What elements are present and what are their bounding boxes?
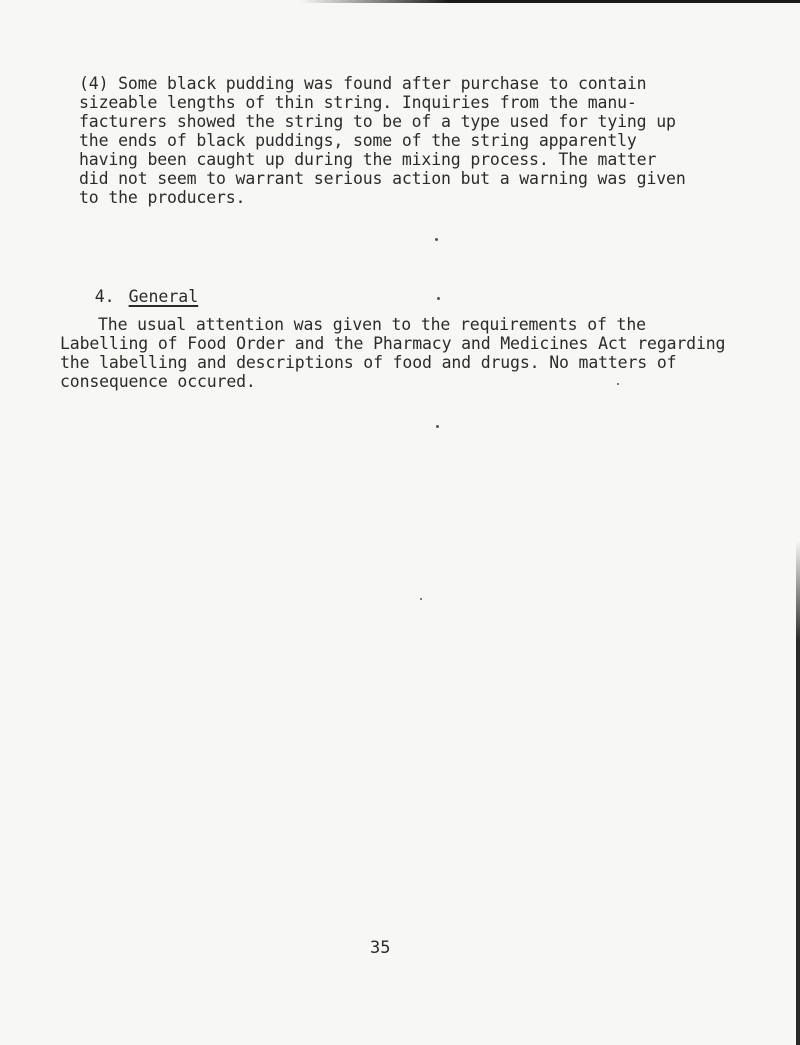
section-title: General	[128, 287, 199, 306]
paragraph-line: Labelling of Food Order and the Pharmacy and Medicines Act regarding	[60, 334, 726, 353]
scan-speck	[617, 383, 619, 385]
scan-speck	[420, 598, 422, 600]
section-number: 4.	[94, 287, 115, 306]
paragraph-line: consequence occured.	[60, 372, 256, 391]
paragraph-line: The usual attention was given to the requirements of the	[98, 315, 646, 334]
scan-edge-top	[300, 0, 800, 3]
paragraph-line: to the producers.	[79, 188, 246, 207]
page-number: 35	[370, 938, 391, 958]
paragraph-line: did not seem to warrant serious action but a warning was given	[79, 169, 686, 188]
paragraph-line: having been caught up during the mixing process. The matter	[79, 150, 657, 169]
scan-edge-right	[796, 540, 800, 1045]
scan-speck	[436, 425, 439, 428]
scan-speck	[435, 238, 438, 241]
paragraph-line: (4) Some black pudding was found after purchase to contain	[79, 74, 647, 93]
scan-speck	[437, 297, 440, 300]
paragraph-line: the labelling and descriptions of food and drugs. No matters of	[60, 353, 677, 372]
paragraph-line: facturers showed the string to be of a type used for tying up	[79, 112, 676, 131]
paragraph-line: sizeable lengths of thin string. Inquiries from the manu-	[79, 93, 637, 112]
paragraph-line: the ends of black puddings, some of the string apparently	[79, 131, 637, 150]
